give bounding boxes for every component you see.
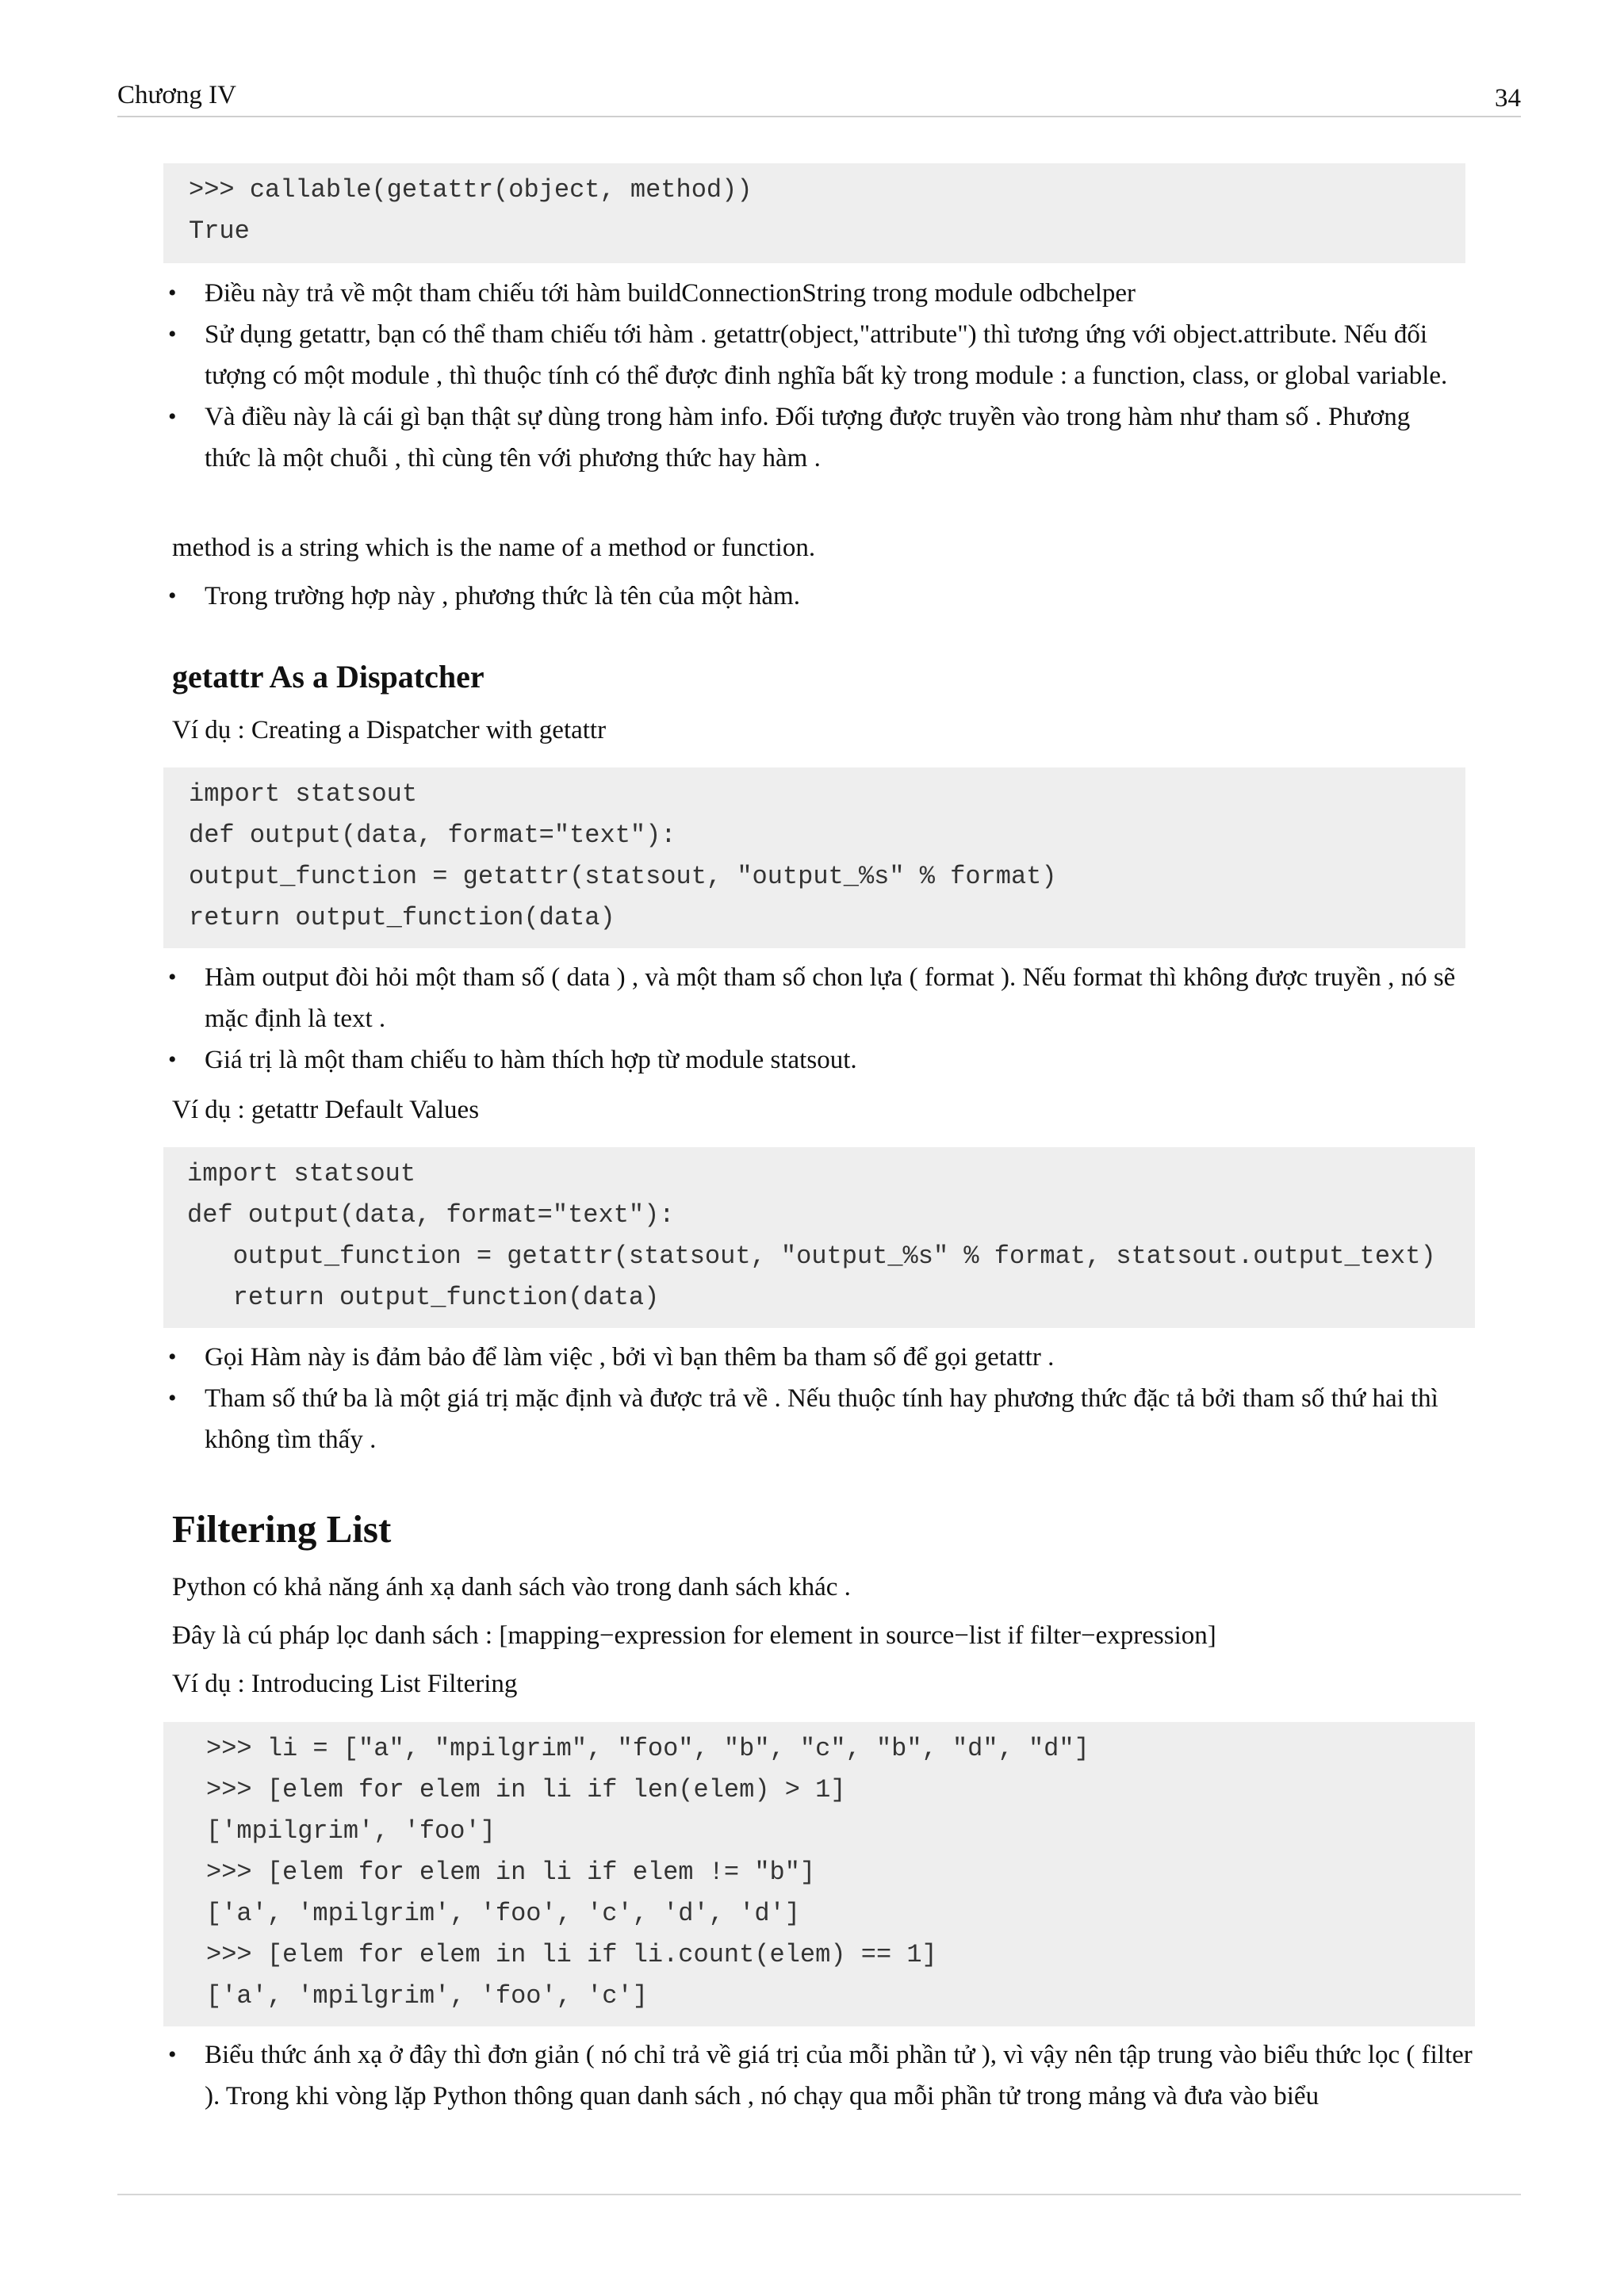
- code-block-callable: [163, 163, 1465, 263]
- code-line: >>> [elem for elem in li if elem != "b"]: [206, 1858, 816, 1887]
- code-line: import statsout: [187, 1159, 416, 1188]
- list-item: • Sử dụng getattr, bạn có thể tham chiếu tới hàm . getattr(object,"attribute") thì tương ứng với object.attribute. Nếu đối tượng có một module , thì thuộc tính có thể được đinh nghĩa bất kỳ trong module : a function, class, or global variable.: [205, 314, 1465, 396]
- bullet-list-getattr: [167, 273, 1515, 479]
- code-line: return output_function(data): [187, 1283, 660, 1312]
- paragraph-method: method is a string which is the name of a method or function.: [172, 534, 816, 562]
- code-line: import statsout: [189, 779, 418, 809]
- list-item: • Giá trị là một tham chiếu to hàm thích hợp từ module statsout.: [205, 1039, 1515, 1081]
- code-line: output_function = getattr(statsout, "output_%s" % format): [189, 862, 1057, 891]
- bullet-list-default: [167, 1337, 1515, 1460]
- code-block-default-values: [163, 1147, 1475, 1328]
- chapter-title: Chương IV: [117, 81, 236, 109]
- example-caption: Ví dụ : getattr Default Values: [172, 1096, 480, 1124]
- list-item: • Trong trường hợp này , phương thức là tên của một hàm.: [205, 576, 1515, 617]
- header-divider: [117, 116, 1521, 117]
- page-header: [117, 76, 1521, 116]
- paragraph-python: Python có khả năng ánh xạ danh sách vào trong danh sách khác .: [172, 1573, 851, 1601]
- list-item: • Và điều này là cái gì bạn thật sự dùng trong hàm info. Đối tượng được truyền vào trong hàm như tham số . Phương thức là một chuỗi , thì cùng tên với phương thức hay hàm .: [205, 396, 1457, 479]
- code-line: >>> [elem for elem in li if li.count(elem) == 1]: [206, 1940, 937, 1969]
- code-line: >>> li = ["a", "mpilgrim", "foo", "b", "c", "b", "d", "d"]: [206, 1734, 1090, 1763]
- code-block-dispatcher: [163, 767, 1465, 948]
- bullet-list-output: [167, 957, 1515, 1081]
- code-line: True: [189, 216, 250, 246]
- section-heading-dispatcher: getattr As a Dispatcher: [172, 659, 485, 695]
- example-caption: Ví dụ : Creating a Dispatcher with getattr: [172, 716, 607, 744]
- code-line: output_function = getattr(statsout, "output_%s" % format, statsout.output_text): [187, 1242, 1436, 1271]
- list-item: • Điều này trả về một tham chiếu tới hàm buildConnectionString trong module odbchelper: [205, 273, 1515, 314]
- code-line: def output(data, format="text"):: [187, 1200, 675, 1230]
- bullet-list-mapping: [167, 2034, 1515, 2117]
- bullet-list-method: [167, 576, 1515, 617]
- code-line: >>> callable(getattr(object, method)): [189, 175, 753, 205]
- list-item: • Biểu thức ánh xạ ở đây thì đơn giản ( nó chỉ trả về giá trị của mỗi phần tử ), vì vậy nên tập trung vào biểu thức lọc ( filter ). Trong khi vòng lặp Python thông quan danh sách , nó chạy qua mỗi phần tử trong mảng và đưa vào biểu: [205, 2034, 1481, 2117]
- code-line: return output_function(data): [189, 903, 615, 932]
- list-item: • Gọi Hàm này is đảm bảo để làm việc , bởi vì bạn thêm ba tham số để gọi getattr .: [205, 1337, 1515, 1378]
- example-caption: Ví dụ : Introducing List Filtering: [172, 1670, 518, 1698]
- code-line: ['a', 'mpilgrim', 'foo', 'c', 'd', 'd']: [206, 1899, 800, 1928]
- page-number: 34: [1495, 84, 1521, 113]
- code-line: def output(data, format="text"):: [189, 821, 676, 850]
- code-block-list-filtering: [163, 1722, 1475, 2026]
- code-line: ['mpilgrim', 'foo']: [206, 1816, 496, 1846]
- code-line: ['a', 'mpilgrim', 'foo', 'c']: [206, 1981, 648, 2011]
- list-item: • Hàm output đòi hỏi một tham số ( data ) , và một tham số chon lựa ( format ). Nếu format thì không được truyền , nó sẽ mặc định là text .: [205, 957, 1473, 1039]
- code-line: >>> [elem for elem in li if len(elem) > 1]: [206, 1775, 846, 1804]
- paragraph-syntax: Đây là cú pháp lọc danh sách : [mapping−expression for element in source−list if filter−expression]: [172, 1621, 1216, 1650]
- list-item: • Tham số thứ ba là một giá trị mặc định và được trả về . Nếu thuộc tính hay phương thức đặc tả bởi tham số thứ hai thì không tìm thấy .: [205, 1378, 1473, 1460]
- section-heading-filtering: Filtering List: [172, 1507, 392, 1551]
- footer-divider: [117, 2194, 1521, 2195]
